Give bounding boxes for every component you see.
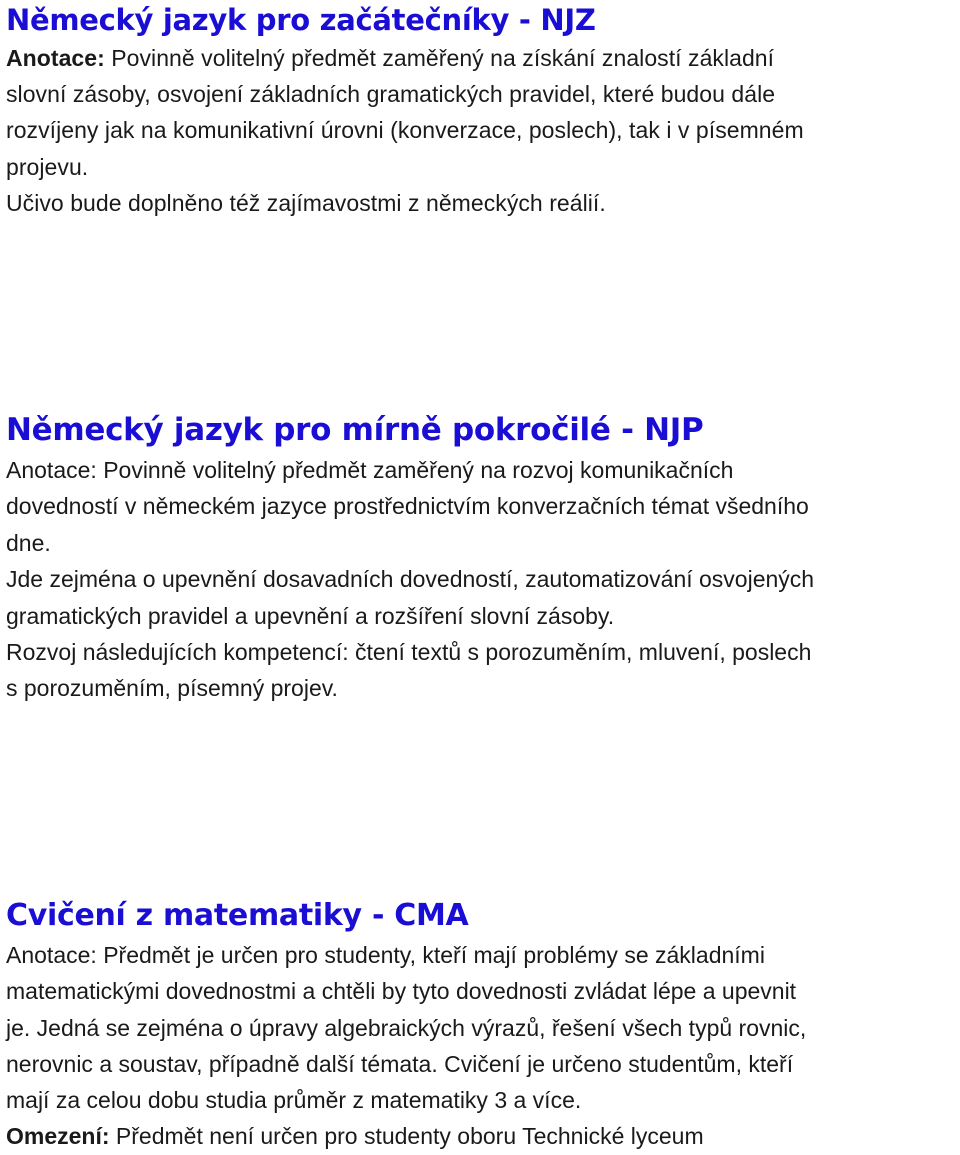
annotation-line: mají za celou dobu studia průměr z matematiky 3 a více. <box>6 1087 582 1114</box>
annotation-label: Anotace: <box>6 457 97 483</box>
annotation-text: Povinně volitelný předmět zaměřený na získání znalostí základní <box>111 45 775 71</box>
course-section-cma <box>6 895 958 1155</box>
course-section-njp <box>6 408 958 707</box>
annotation-line <box>6 937 958 973</box>
course-title: Německý jazyk pro mírně pokročilé - NJP <box>6 412 704 448</box>
annotation-label: Anotace: <box>6 942 97 968</box>
annotation-line: Rozvoj následujících kompetencí: čtení textů s porozuměním, mluvení, poslech <box>6 639 812 666</box>
course-section-njz <box>6 0 958 221</box>
restriction-label: Omezení: <box>6 1123 110 1150</box>
annotation-label: Anotace: <box>6 45 105 71</box>
course-title: Cvičení z matematiky - CMA <box>6 898 469 933</box>
annotation-line: rozvíjeny jak na komunikativní úrovni (konverzace, poslech), tak i v písemném <box>6 117 804 144</box>
annotation-line: projevu. <box>6 153 89 180</box>
annotation-line: slovní zásoby, osvojení základních gramatických pravidel, které budou dále <box>6 81 776 108</box>
annotation-line <box>6 452 958 488</box>
annotation-line: Jde zejména o upevnění dosavadních dovedností, zautomatizování osvojených <box>6 566 815 593</box>
annotation-line: s porozuměním, písemný projev. <box>6 675 338 702</box>
restriction-line <box>6 1118 958 1154</box>
annotation-line: nerovnic a soustav, případně další témata. Cvičení je určeno studentům, kteří <box>6 1050 794 1077</box>
annotation-line: dovedností v německém jazyce prostřednictvím konverzačních témat všedního <box>6 493 809 520</box>
annotation-line: je. Jedná se zejména o úpravy algebraických výrazů, řešení všech typů rovnic, <box>6 1014 807 1041</box>
restriction-text: Předmět není určen pro studenty oboru Technické lyceum <box>115 1123 704 1150</box>
annotation-line: matematickými dovednostmi a chtěli by tyto dovednosti zvládat lépe a upevnit <box>6 978 797 1005</box>
annotation-line: dne. <box>6 529 51 556</box>
annotation-line: Učivo bude doplněno též zajímavostmi z německých reálií. <box>6 189 606 216</box>
annotation-line <box>6 40 958 76</box>
course-title: Německý jazyk pro začátečníky - NJZ <box>6 3 596 37</box>
annotation-text: Předmět je určen pro studenty, kteří mají problémy se základními <box>103 942 765 968</box>
annotation-text: Povinně volitelný předmět zaměřený na rozvoj komunikačních <box>103 457 734 483</box>
annotation-line: gramatických pravidel a upevnění a rozšíření slovní zásoby. <box>6 602 615 629</box>
